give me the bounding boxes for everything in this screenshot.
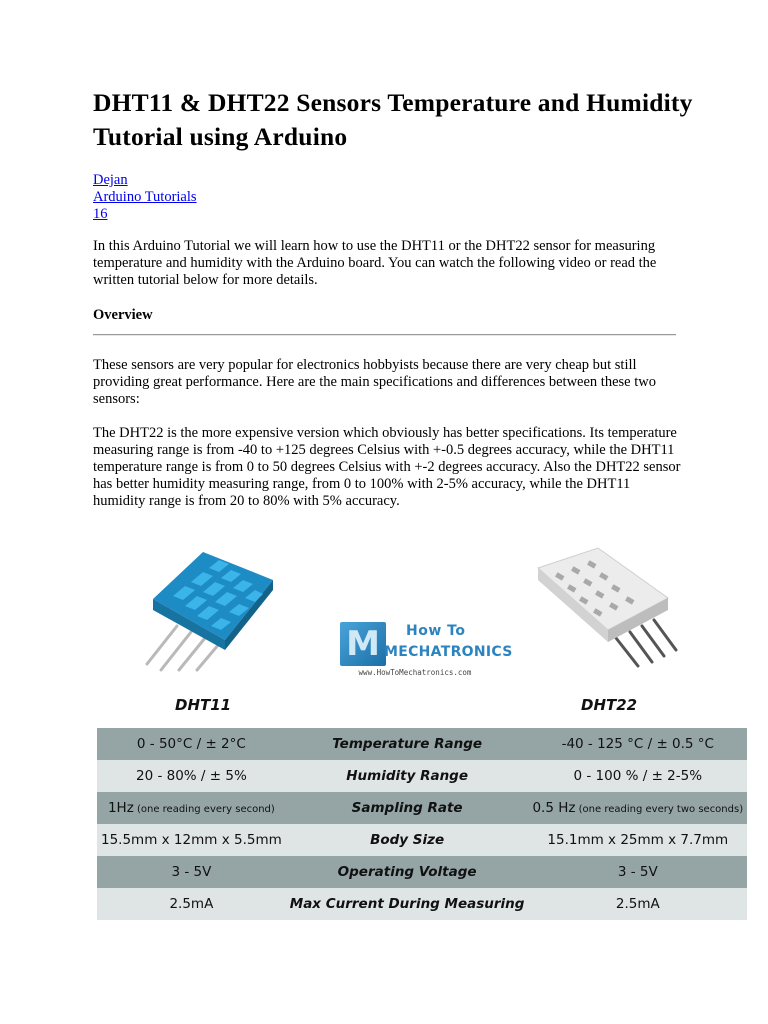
dht11-cell [97, 728, 286, 760]
dht11-cell [97, 760, 286, 792]
dht11-cell [97, 888, 286, 920]
dht11-cell [97, 856, 286, 888]
article-meta [93, 172, 197, 223]
spec-name-cell [286, 888, 529, 920]
spec-name-cell-value: Body Size [370, 832, 445, 848]
dht22-cell [528, 728, 747, 760]
spec-name-cell-value: Sampling Rate [351, 800, 463, 816]
dht11-label: DHT11 [175, 696, 232, 714]
dht11-cell-value: 0 - 50°C / ± 2°C [136, 736, 246, 752]
dht22-cell [528, 760, 747, 792]
dht11-cell [97, 824, 286, 856]
dht11-cell-value: 3 - 5V [171, 864, 212, 880]
dht11-cell [97, 792, 286, 824]
spec-name-cell [286, 760, 529, 792]
dht11-cell-note: (one reading every second) [133, 804, 275, 815]
dht11-cell-value: 2.5mA [169, 896, 214, 912]
dht11-cell-value: 1Hz [107, 800, 134, 816]
table-row [97, 824, 747, 856]
dht22-sensor-image [528, 538, 688, 678]
dht22-cell [528, 824, 747, 856]
dht11-sensor-image [133, 544, 283, 672]
dht22-cell [528, 888, 747, 920]
logo-m-icon: M [340, 622, 386, 666]
spec-name-cell-value: Temperature Range [332, 736, 483, 752]
intro-paragraph: In this Arduino Tutorial we will learn how to use the DHT11 or the DHT22 sensor for measuring temperature and humidity with the Arduino board. You can watch the following video or read the written tutorial below for more details. [93, 238, 657, 288]
howtomechatronics-logo [340, 618, 513, 678]
table-row [97, 888, 747, 920]
dht11-cell-value: 15.5mm x 12mm x 5.5mm [101, 832, 282, 848]
spec-name-cell [286, 856, 529, 888]
dht22-label: DHT22 [581, 696, 638, 714]
dht22-cell-value: -40 - 125 °C / ± 0.5 °C [561, 736, 714, 752]
page-title: DHT11 & DHT22 Sensors Temperature and Humidity Tutorial using Arduino [93, 88, 693, 151]
logo-text-line2: MECHATRONICS [384, 644, 513, 660]
sensor-comparison-figure [93, 538, 744, 922]
spec-name-cell-value: Operating Voltage [337, 864, 477, 880]
overview-paragraph-1: These sensors are very popular for electronics hobbyists because there are very cheap but still providing great performance. Here are the main specifications and differences between these two sensors: [93, 357, 656, 407]
dht11-cell-value: 20 - 80% / ± 5% [135, 768, 247, 784]
dht22-cell-value: 2.5mA [615, 896, 660, 912]
comments-link[interactable]: 16 [93, 206, 108, 222]
spec-name-cell-value: Max Current During Measuring [289, 896, 525, 912]
spec-name-cell-value: Humidity Range [346, 768, 469, 784]
spec-name-cell [286, 728, 529, 760]
author-link[interactable]: Dejan [93, 172, 128, 188]
dht22-cell [528, 856, 747, 888]
table-row [97, 728, 747, 760]
overview-paragraph-2: The DHT22 is the more expensive version which obviously has better specifications. Its temperature measuring range is from -40 to +125 degrees Celsius with +-0.5 degrees accuracy, while the DHT11 temperature range is from 0 to 50 degrees Celsius with +-2 degrees accuracy. Also the DHT22 sensor has better humidity measuring range, from 0 to 100% with 2-5% accuracy, while the DHT11 humidity range is from 20 to 80% with 5% accuracy. [93, 425, 681, 509]
section-heading: Overview [93, 307, 153, 323]
dht22-cell [528, 792, 747, 824]
spec-comparison-table [97, 728, 747, 920]
category-link[interactable]: Arduino Tutorials [93, 189, 197, 205]
dht22-cell-value: 0 - 100 % / ± 2-5% [573, 768, 703, 784]
dht22-cell-value: 3 - 5V [617, 864, 658, 880]
dht22-cell-value: 0.5 Hz [532, 800, 576, 816]
table-row [97, 792, 747, 824]
dht22-cell-note: (one reading every two seconds) [575, 804, 744, 815]
logo-text-line1: How To [406, 623, 466, 639]
dht22-cell-value: 15.1mm x 25mm x 7.7mm [547, 832, 729, 848]
spec-name-cell [286, 792, 529, 824]
table-row [97, 856, 747, 888]
logo-url: www.HowToMechatronics.com [358, 668, 472, 677]
spec-name-cell [286, 824, 529, 856]
table-row [97, 760, 747, 792]
section-divider [93, 334, 676, 336]
